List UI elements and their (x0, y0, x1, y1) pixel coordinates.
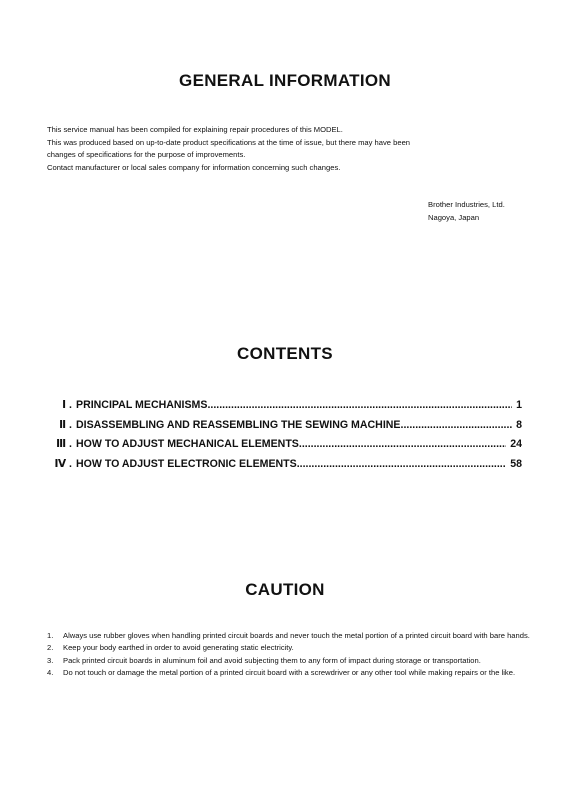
table-of-contents (50, 396, 522, 474)
caution-item-text: Pack printed circuit boards in aluminum foil and avoid subjecting them to any form of impact during storage or transportation. (63, 655, 481, 665)
caution-item-number: 3. (47, 655, 54, 665)
general-information-paragraph (47, 124, 537, 174)
toc-entry[interactable] (50, 455, 522, 475)
toc-entry-title: PRINCIPAL MECHANISMS (76, 399, 208, 411)
caution-list (47, 630, 535, 680)
company-signature (428, 199, 505, 224)
toc-entry-number: Ⅲ . (56, 438, 72, 450)
toc-entry-title: HOW TO ADJUST ELECTRONIC ELEMENTS (76, 457, 297, 470)
intro-line: Contact manufacturer or local sales company for information concerning such changes. (47, 162, 341, 172)
contents-heading: CONTENTS (237, 344, 333, 363)
toc-entry-page: 1 (516, 399, 522, 411)
intro-line: changes of specifications for the purpose of improvements. (47, 150, 246, 159)
toc-leader-dots (207, 396, 512, 416)
toc-entry-page: 58 (510, 457, 522, 470)
caution-item-text: Do not touch or damage the metal portion of a printed circuit board with a screwdriver or any other tool while making repairs or the like. (63, 668, 516, 678)
caution-heading: CAUTION (245, 580, 325, 599)
toc-leader-dots (297, 455, 506, 475)
caution-item-number: 4. (47, 668, 54, 678)
caution-item (47, 655, 535, 666)
general-information-heading: GENERAL INFORMATION (179, 71, 391, 90)
intro-line: This was produced based on up-to-date product specifications at the time of issue, but there may have been (47, 137, 411, 147)
caution-item-number: 2. (47, 643, 54, 653)
toc-entry-page: 24 (510, 438, 522, 450)
toc-entry[interactable] (50, 435, 522, 455)
toc-entry-number: Ⅳ . (54, 457, 72, 470)
toc-leader-dots (401, 416, 513, 436)
toc-entry[interactable] (50, 396, 522, 416)
company-location: Nagoya, Japan (428, 212, 480, 222)
caution-item-text: Always use rubber gloves when handling printed circuit boards and never touch the metal portion of a printed circuit board with bare hands. (63, 631, 530, 640)
toc-entry-number: Ⅰ . (62, 399, 72, 411)
toc-entry-title: DISASSEMBLING AND REASSEMBLING THE SEWING MACHINE (76, 418, 401, 431)
caution-item (47, 642, 535, 653)
toc-entry-number: Ⅱ . (59, 418, 72, 431)
intro-line: This service manual has been compiled for explaining repair procedures of this MODEL. (47, 125, 343, 134)
toc-entry-title: HOW TO ADJUST MECHANICAL ELEMENTS (76, 438, 299, 450)
toc-entry[interactable] (50, 416, 522, 436)
toc-leader-dots (299, 435, 506, 455)
caution-item (47, 667, 535, 678)
caution-item-text: Keep your body earthed in order to avoid generating static electricity. (63, 643, 294, 653)
company-name: Brother Industries, Ltd. (428, 200, 505, 209)
caution-item (47, 630, 535, 641)
toc-entry-page: 8 (516, 418, 522, 431)
caution-item-number: 1. (47, 631, 54, 640)
